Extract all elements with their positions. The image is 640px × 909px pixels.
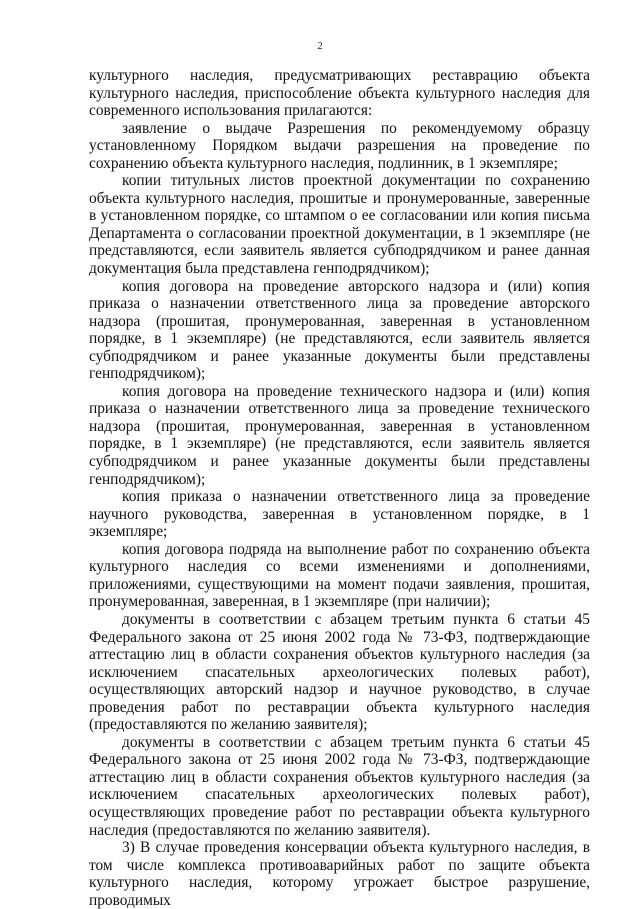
paragraph: копии титульных листов проектной документации по сохранению объекта культурного наследия, прошитые и пронумерованные, заверенные в установленном порядке, со штампом о ее согласовании или копия письма Департамента о согласовании проектной документации, в 1 экземпляре (не представляются, если заявитель является субподрядчиком и ранее данная документация была представлена генподрядчиком); <box>89 172 590 278</box>
paragraph: копия договора подряда на выполнение работ по сохранению объекта культурного наследия со всеми изменениями и дополнениями, приложениями, существующими на момент подачи заявления, прошитая, пронумерованная, заверенная, в 1 экземпляре (при наличии); <box>89 540 590 611</box>
document-body <box>89 67 590 909</box>
paragraph: копия приказа о назначении ответственного лица за проведение научного руководства, заверенная в установленном порядке, в 1 экземпляре; <box>89 488 590 541</box>
paragraph: копия договора на проведение авторского надзора и (или) копия приказа о назначении ответственного лица за проведение авторского надзора (прошитая, пронумерованная, заверенная в установленном порядке, в 1 экземпляре) (не представляются, если заявитель является субподрядчиком и ранее указанные документы были представлены генподрядчиком); <box>89 277 590 383</box>
paragraph: 3) В случае проведения консервации объекта культурного наследия, в том числе комплекса противоаварийных работ по защите объекта культурного наследия, которому угрожает быстрое разрушение, проводимых <box>89 839 590 909</box>
paragraph: копия договора на проведение технического надзора и (или) копия приказа о назначении ответственного лица за проведение технического надзора (прошитая, пронумерованная, заверенная в установленном порядке, в 1 экземпляре) (не представляются, если заявитель является субподрядчиком и ранее указанные документы были представлены генподрядчиком); <box>89 382 590 488</box>
paragraph: заявление о выдаче Разрешения по рекомендуемому образцу установленному Порядком выдачи разрешения на проведение по сохранению объекта культурного наследия, подлинник, в 1 экземпляре; <box>89 119 590 172</box>
paragraph: документы в соответствии с абзацем третьим пункта 6 статьи 45 Федерального закона от 25 июня 2002 года № 73-ФЗ, подтверждающие аттестацию лиц в области сохранения объектов культурного наследия (за исключением спасательных археологических полевых работ), осуществляющих проведение работ по реставрации объекта культурного наследия (предоставляются по желанию заявителя). <box>89 733 590 839</box>
paragraph: культурного наследия, предусматривающих реставрацию объекта культурного наследия, приспособление объекта культурного наследия для современного использования прилагаются: <box>89 67 590 120</box>
page-number: 2 <box>317 40 323 52</box>
paragraph: документы в соответствии с абзацем третьим пункта 6 статьи 45 Федерального закона от 25 июня 2002 года № 73-ФЗ, подтверждающие аттестацию лиц в области сохранения объектов культурного наследия (за исключением спасательных археологических полевых работ), осуществляющих авторский надзор и научное руководство, в случае проведения работ по реставрации объекта культурного наследия (предоставляются по желанию заявителя); <box>89 610 590 734</box>
